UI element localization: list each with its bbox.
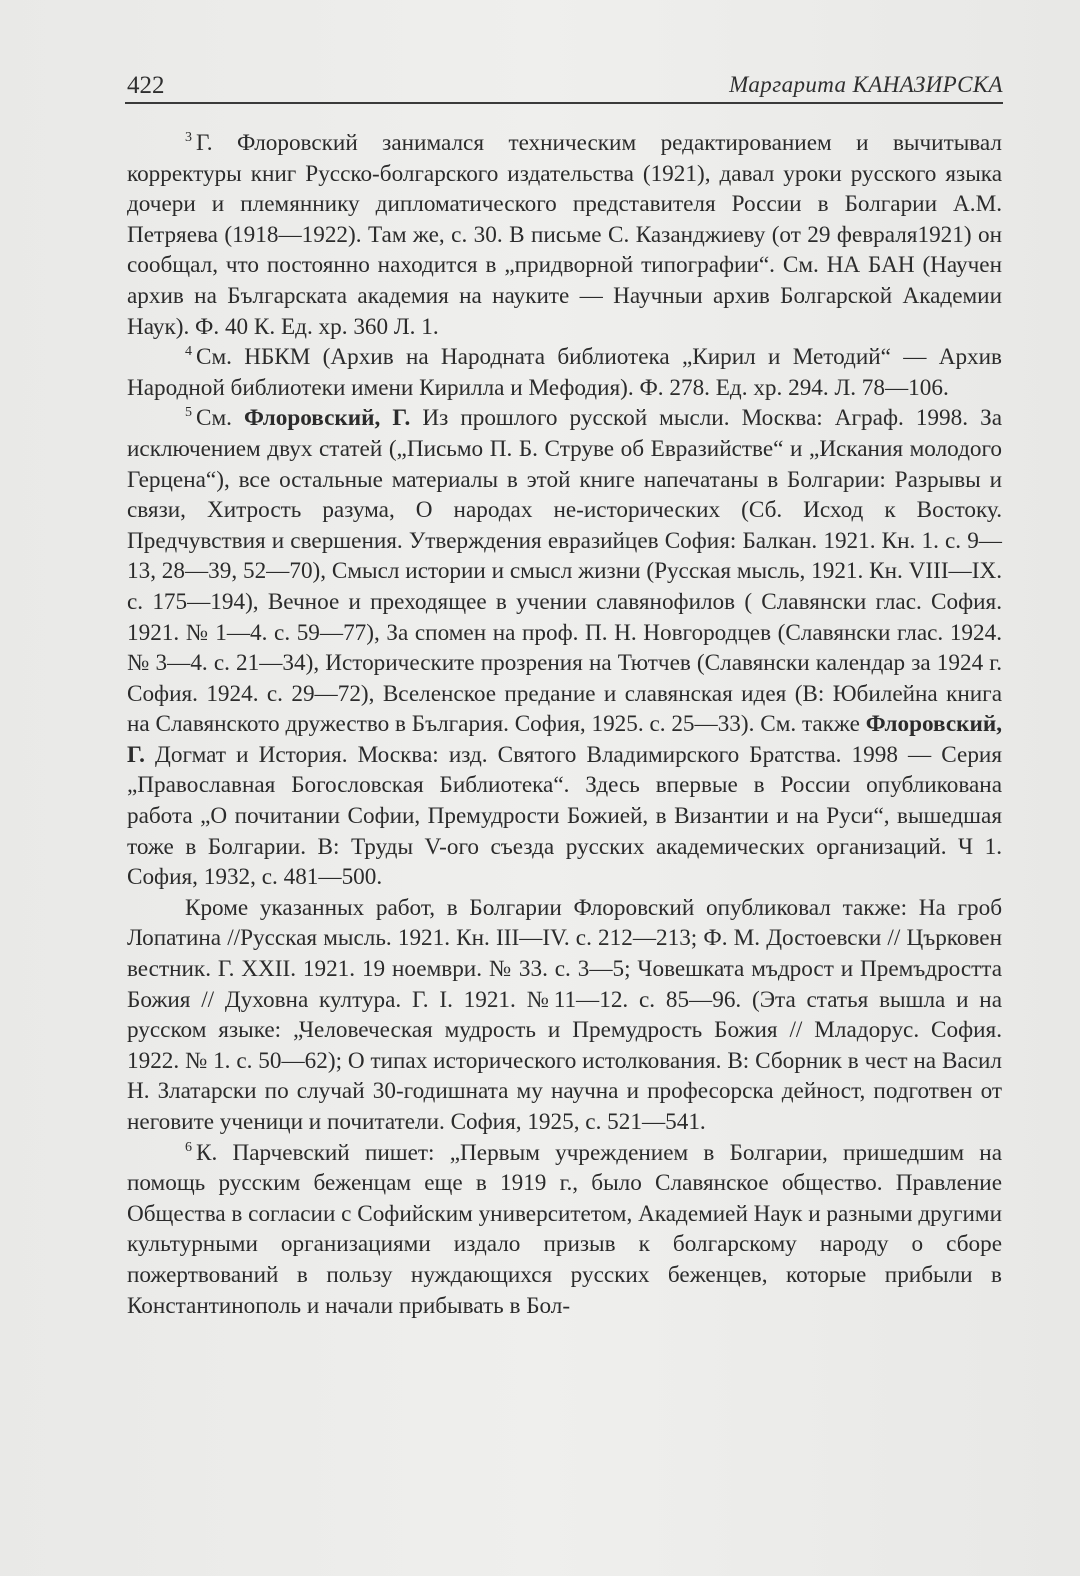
paragraph-text: Кроме указанных работ, в Болгарии Флоровский опубликовал также: На гроб Лопатина //Русская мысль. 1921. Кн. III—IV. с. 212—213; Ф. М. Достоевски // Църковен вестник. Г. XXII. 1921. 19 ноември. № 33. с. 3—5; Човешката мъдрост и Премъдростта Божия // Духовна култура. Г. I. 1921. №11—12. с. 85—96. (Эта статья вышла и на русском языке: „Человеческая мудрость и Премудрость Божия // Младорус. София. 1922. № 1. с. 50—62); О типах исторического истолкования. В: Сборник в чест на Васил Н. Златарски по случай 30-годишната му научна и професорска дейност, подготвен от неговите ученици и почитатели. София, 1925, с. 521—541. [127,894,1002,1135]
footnote-4 [127,342,1002,403]
footnote-5 [127,403,1002,893]
author-name-bold: Флоровский, Г. [127,711,1003,768]
author-name-bold: Флоровский, Г. [244,405,411,432]
footnote-number: 6 [185,1139,192,1155]
footnote-number: 3 [185,130,192,145]
main-paragraph [127,893,1002,1138]
footnote-number: 4 [185,344,192,360]
footnote-number: 5 [185,405,192,421]
page-number: 422 [127,72,165,99]
footnote-text: К. Парчевский пишет: „Первым учреждением в Болгарии, пришедшим на помощь русским беженцам еще в 1919 г., было Славянское общество. Правление Общества в согласии с Софийским университетом, Академией Наук и разными другими культурными организациями издало призыв к болгарскому народу о сборе пожертвований в пользу нуждающихся русских беженцев, которые прибыли в Константинополь и начали прибывать в Бол- [127,1139,1002,1319]
footnote-3 [127,128,1002,342]
footnote-6 [127,1138,1002,1322]
footnote-text: См. НБКМ (Архив на Народната библиотека „Кирил и Методий“ — Архив Народной библиотеки имени Кирилла и Мефодия). Ф. 278. Ед. хр. 294. Л. 78—106. [127,344,1002,401]
footnote-text: Догмат и История. Москва: изд. Святого Владимирского Братства. 1998 — Серия „Православная Богословская Библиотека“. Здесь впервые в России опубликована работа „О почитании Софии, Премудрости Божией, в Византии и на Руси“, вышедшая тоже в Болгарии. В: Труды V-ого съезда русских академических организаций. Ч 1. София, 1932, с. 481—500. [127,741,1002,891]
running-head-author: Маргарита КАНАЗИРСКА [729,72,1003,97]
footnote-text: Из прошлого русской мысли. Москва: Аграф. 1998. За исключением двух статей („Письмо П. Б. Струве об Евразийстве“ и „Искания молодого Герцена“), все остальные материалы в этой книге напечатаны в Болгарии: Разрывы и связи, Хитрость разума, О народах не-исторических (Сб. Исход к Востоку. Предчувствия и свершения. Утверждения евразийцев София: Балкан. 1921. Кн. 1. с. 9—13, 28—39, 52—70), Смысл истории и смысл жизни (Русская мысль, 1921. Кн. VIII—IX. с. 175—194), Вечное и преходящее в учении славянофилов ( Славянски глас. София. 1921. № 1—4. с. 59—77), За спомен на проф. П. Н. Новгородцев (Славянски глас. 1924. № 3—4. с. 21—34), Историческите прозрения на Тютчев (Славянски календар за 1924 г. София. 1924. с. 29—72), Вселенское предание и славянская идея (В: Юбилейна книга на Славянското дружество в България. София, 1925. с. 25—33). См. также [127,405,1002,738]
footnote-prefix: См. [196,405,232,432]
footnote-text: Г. Флоровский занимался техническим редактированием и вычитывал корректуры книг Русско-болгарского издательства (1921), давал уроки русского языка дочери и племяннику дипломатического представителя России в Болгарии А.М. Петряева (1918—1922). Там же, с. 30. В письме С. Казанджиеву (от 29 февраля1921) он сообщал, что постоянно находится в „придворной типографии“. См. НА БАН (Научен архив на Българската академия на науките — Научныи архив Болгарской Академии Наук). Ф. 40 К. Ед. хр. 360 Л. 1. [127,130,1002,340]
page-body [127,128,1002,1321]
page-header [125,68,1003,104]
